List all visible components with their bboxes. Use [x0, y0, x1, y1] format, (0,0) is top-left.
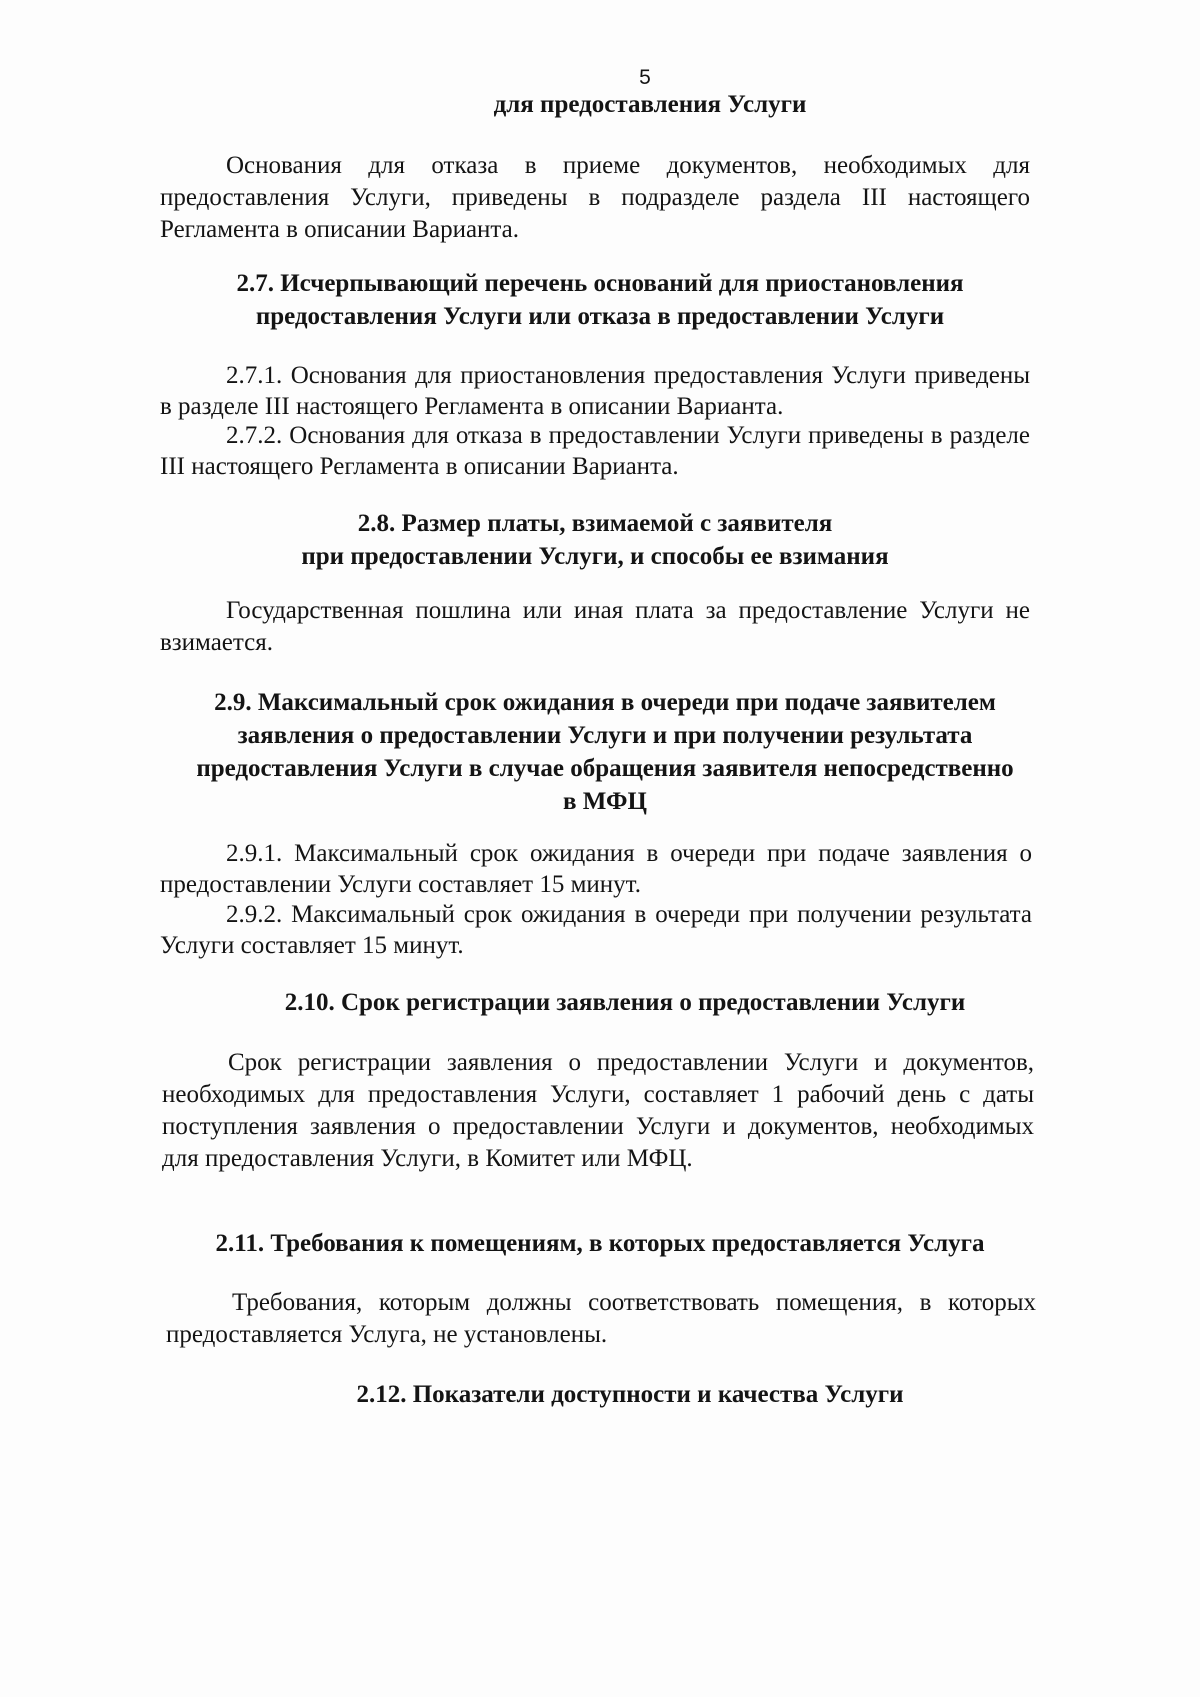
section-2-8-heading	[200, 507, 990, 573]
section-2-10-heading	[160, 986, 1090, 1019]
section-2-7-2: 2.7.2. Основания для отказа в предоставлении Услуги приведены в разделе III настоящего Регламента в описании Варианта.	[160, 422, 1030, 480]
section-2-12-heading	[250, 1378, 1010, 1411]
section-2-12-heading-text: 2.12. Показатели доступности и качества Услуги	[356, 1381, 904, 1408]
section-2-7-heading-line1: 2.7. Исчерпывающий перечень оснований для приостановления	[236, 270, 964, 297]
section-2-9-heading-line4: в МФЦ	[563, 788, 647, 815]
section-2-10-text: Срок регистрации заявления о предоставлении Услуги и документов, необходимых для предоставления Услуги, составляет 1 рабочий день с даты поступления заявления о предоставлении Услуги и документов, необходимых для предоставления Услуги, в Комитет или МФЦ.	[162, 1049, 1034, 1172]
top-heading-text: для предоставления Услуги	[493, 91, 807, 118]
section-2-8-text: Государственная пошлина или иная плата за предоставление Услуги не взимается.	[160, 597, 1030, 656]
section-2-7-heading-line2: предоставления Услуги или отказа в предоставлении Услуги	[255, 303, 945, 330]
top-heading	[300, 88, 1000, 121]
section-2-11-heading	[150, 1227, 1050, 1260]
section-2-8-heading-line2: при предоставлении Услуги, и способы ее взимания	[301, 543, 889, 570]
section-2-8-heading-line1: 2.8. Размер платы, взимаемой с заявителя	[357, 510, 833, 537]
section-2-11-text: Требования, которым должны соответствовать помещения, в которых предоставляется Услуга, не установлены.	[166, 1289, 1036, 1348]
section-2-11-heading-text: 2.11. Требования к помещениям, в которых предоставляется Услуга	[215, 1230, 985, 1257]
page-number: 5	[639, 66, 651, 89]
section-2-9-1: 2.9.1. Максимальный срок ожидания в очереди при подаче заявления о предоставлении Услуги составляет 15 минут.	[160, 840, 1032, 898]
paragraph-refusal-grounds: Основания для отказа в приеме документов, необходимых для предоставления Услуги, приведены в подразделе раздела III настоящего Регламента в описании Варианта.	[160, 152, 1030, 243]
section-2-7-1: 2.7.1. Основания для приостановления предоставления Услуги приведены в разделе III настоящего Регламента в описании Варианта.	[160, 362, 1030, 420]
section-2-9-heading-line1: 2.9. Максимальный срок ожидания в очереди при подаче заявителем	[214, 689, 996, 716]
section-2-10-heading-text: 2.10. Срок регистрации заявления о предоставлении Услуги	[284, 989, 966, 1016]
section-2-9-heading-line2: заявления о предоставлении Услуги и при получении результата	[237, 722, 973, 749]
section-2-9-heading-line3: предоставления Услуги в случае обращения заявителя непосредственно	[196, 755, 1014, 782]
section-2-9-2: 2.9.2. Максимальный срок ожидания в очереди при получении результата Услуги составляет 15 минут.	[160, 901, 1032, 959]
section-2-9-heading	[150, 686, 1060, 818]
section-2-7-heading	[150, 267, 1050, 333]
